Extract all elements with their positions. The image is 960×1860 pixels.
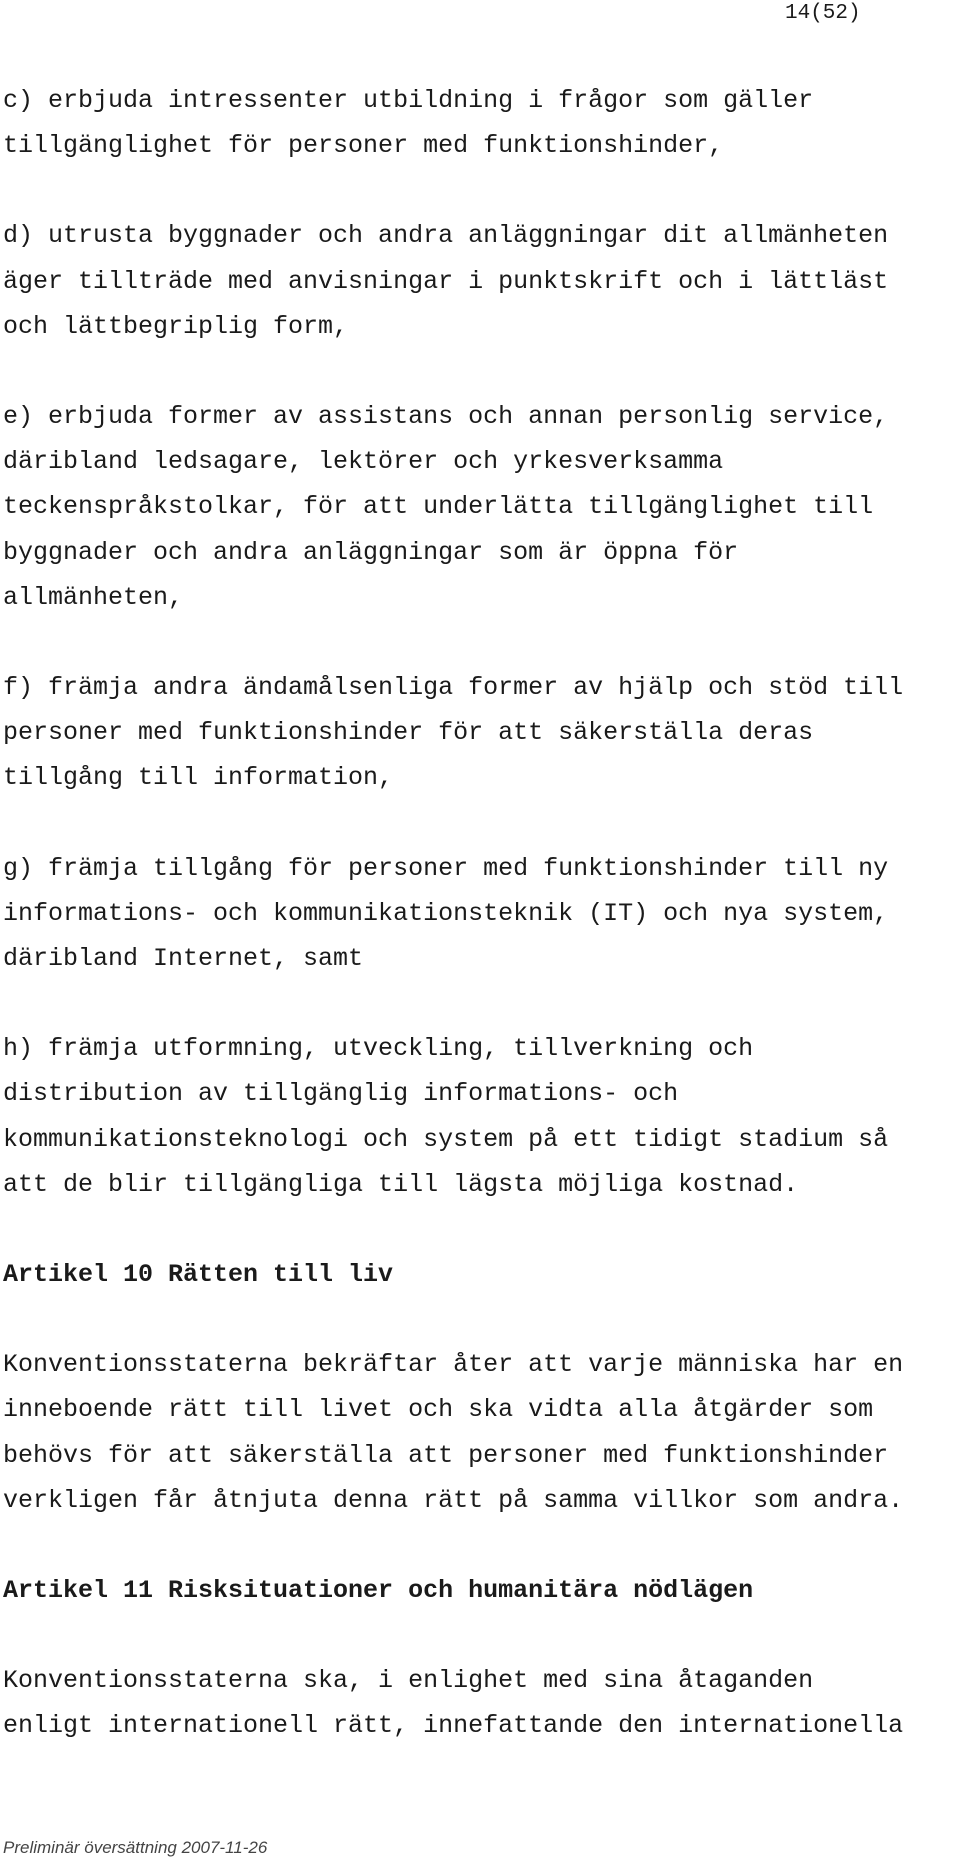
- text-line: teckenspråkstolkar, för att underlätta tillgänglighet till: [3, 492, 874, 522]
- text-line: byggnader och andra anläggningar som är öppna för: [3, 537, 739, 567]
- article-11-heading: Artikel 11 Risksituationer och humanitära nödlägen: [3, 1576, 754, 1606]
- text-line: tillgänglighet för personer med funktionshinder,: [3, 131, 724, 161]
- text-line: d) utrusta byggnader och andra anläggningar dit allmänheten: [3, 221, 889, 251]
- text-line: Konventionsstaterna ska, i enlighet med sina åtaganden: [3, 1666, 814, 1696]
- text-line: och lättbegriplig form,: [3, 311, 349, 341]
- text-line: g) främja tillgång för personer med funktionshinder till ny: [3, 853, 889, 883]
- text-line: tillgång till information,: [3, 763, 394, 793]
- text-line: enligt internationell rätt, innefattande den internationella: [3, 1711, 904, 1741]
- text-line: verkligen får åtnjuta denna rätt på samma villkor som andra.: [3, 1485, 904, 1515]
- page-number: 14(52): [785, 2, 861, 25]
- footer-note: Preliminär översättning 2007-11-26: [3, 1838, 268, 1857]
- text-line: c) erbjuda intressenter utbildning i frågor som gäller: [3, 86, 814, 115]
- document-body: [3, 78, 958, 1794]
- text-line: allmänheten,: [3, 582, 184, 612]
- text-line: distribution av tillgänglig informations- och: [3, 1079, 679, 1109]
- article-10-paragraph: [3, 1342, 958, 1523]
- article-11-paragraph: [3, 1658, 958, 1748]
- list-item-e: [3, 394, 958, 620]
- text-line: personer med funktionshinder för att säkerställa deras: [3, 718, 814, 748]
- list-item-d: [3, 213, 958, 349]
- text-line: behövs för att säkerställa att personer med funktionshinder: [3, 1440, 889, 1470]
- text-line: däribland ledsagare, lektörer och yrkesverksamma: [3, 447, 724, 477]
- text-line: informations- och kommunikationsteknik (IT) och nya system,: [3, 898, 889, 928]
- list-item-h: [3, 1026, 958, 1207]
- text-line: kommunikationsteknologi och system på ett tidigt stadium så: [3, 1124, 889, 1154]
- list-item-c: [3, 78, 958, 168]
- text-line: f) främja andra ändamålsenliga former av hjälp och stöd till: [3, 673, 904, 703]
- text-line: däribland Internet, samt: [3, 944, 364, 974]
- text-line: Konventionsstaterna bekräftar åter att varje människa har en: [3, 1350, 904, 1380]
- text-line: e) erbjuda former av assistans och annan personlig service,: [3, 402, 889, 432]
- list-item-g: [3, 846, 958, 982]
- text-line: äger tillträde med anvisningar i punktskrift och i lättläst: [3, 266, 889, 296]
- list-item-f: [3, 665, 958, 801]
- text-line: inneboende rätt till livet och ska vidta alla åtgärder som: [3, 1395, 874, 1425]
- text-line: h) främja utformning, utveckling, tillverkning och: [3, 1034, 754, 1064]
- text-line: att de blir tillgängliga till lägsta möjliga kostnad.: [3, 1169, 799, 1199]
- article-10-heading: Artikel 10 Rätten till liv: [3, 1260, 394, 1290]
